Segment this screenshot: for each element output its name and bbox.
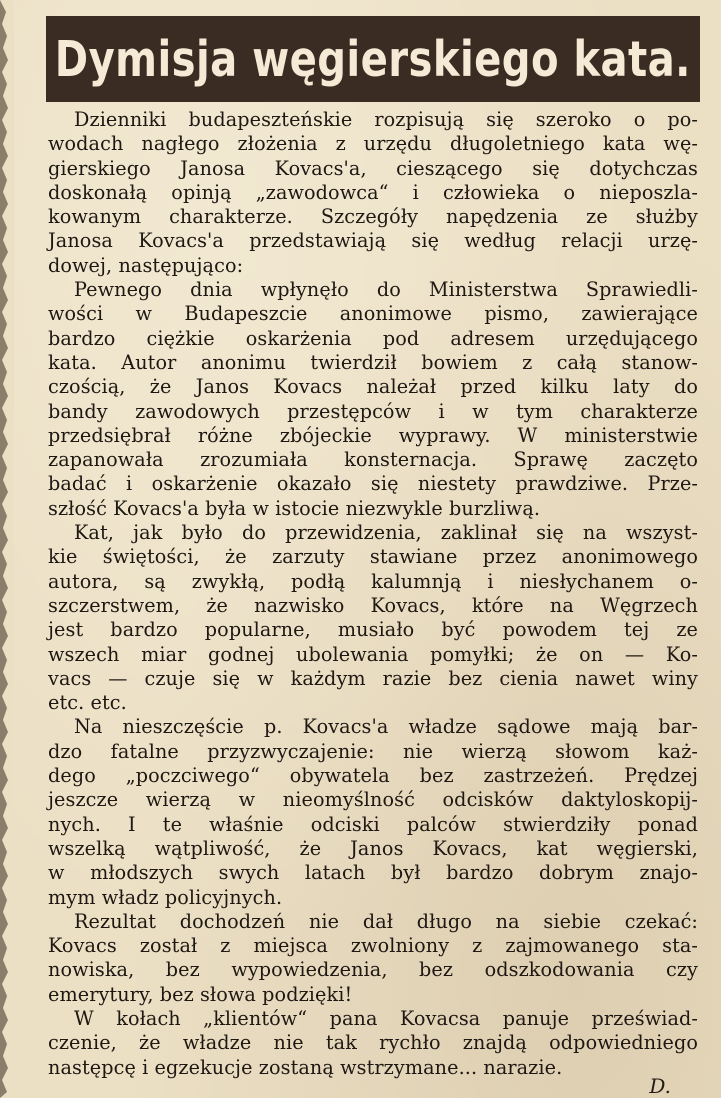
article-line: vacs — czuje się w każdym razie bez cienia nawet winy bbox=[48, 666, 698, 690]
article-line: czenie, że władze nie tak rychło znajdą odpowiedniego bbox=[48, 1031, 698, 1055]
article-line: dzo fatalne przyzwyczajenie: nie wierzą słowom każ- bbox=[48, 739, 698, 763]
article-line: następcę i egzekucje zostaną wstrzymane... narazie. bbox=[48, 1055, 563, 1079]
article-line: czością, że Janos Kovacs należał przed kilku laty do bbox=[48, 375, 698, 399]
article-line: dowej, następująco: bbox=[48, 253, 244, 277]
article-line: mym władz policyjnych. bbox=[48, 885, 283, 909]
article-line: Dzienniki budapeszteńskie rozpisują się szeroko o po- bbox=[74, 108, 698, 131]
article-line: dego „poczciwego“ obywatela bez zastrzeżeń. Prędzej bbox=[48, 764, 698, 788]
article-line: Rezultat dochodzeń nie dał długo na siebie czekać: bbox=[74, 909, 698, 933]
article-body bbox=[48, 108, 698, 1080]
article-line: W kołach „klientów“ pana Kovacsa panuje przeświad- bbox=[74, 1006, 698, 1030]
article-line: bandy zawodowych przestępców i w tym charakterze bbox=[48, 399, 698, 423]
article-line: szłość Kovacs'a była w istocie niezwykle burzliwą. bbox=[48, 496, 541, 520]
article-line: doskonałą opinją „zawodowca“ i człowieka o nieposzla- bbox=[48, 180, 698, 204]
article-line: Janosa Kovacs'a przedstawiają się według relacji urzę- bbox=[48, 229, 698, 253]
torn-edge-icon bbox=[0, 0, 14, 1098]
author-signature: D. bbox=[649, 1074, 671, 1098]
article-line: Kat, jak było do przewidzenia, zaklinał się na wszyst- bbox=[74, 521, 698, 545]
headline-banner bbox=[46, 16, 700, 102]
article-line: autora, są zwykłą, podłą kalumnją i niesłychanem o- bbox=[48, 569, 698, 593]
article-line: wszelką wątpliwość, że Janos Kovacs, kat węgierski, bbox=[48, 836, 698, 860]
article-line: Na nieszczęście p. Kovacs'a władze sądowe mają bar- bbox=[74, 715, 698, 739]
article-line: jeszcze wierzą w nieomyślność odcisków daktyloskopij- bbox=[48, 788, 698, 812]
article-line: kowanym charakterze. Szczegóły napędzenia ze służby bbox=[48, 205, 698, 229]
article-line: kie świętości, że zarzuty stawiane przez anonimowego bbox=[48, 545, 698, 569]
article-line: kata. Autor anonimu twierdził bowiem z całą stanow- bbox=[48, 350, 698, 374]
article-line: nych. I te właśnie odciski palców stwierdziły ponad bbox=[48, 812, 698, 836]
article-line: emerytury, bez słowa podzięki! bbox=[48, 982, 353, 1006]
article-line: szczerstwem, że nazwisko Kovacs, które na Węgrzech bbox=[48, 593, 698, 617]
article-line: przedsiębrał różne zbójeckie wyprawy. W ministerstwie bbox=[48, 423, 698, 447]
article-line: jest bardzo popularne, musiało być powodem tej ze bbox=[48, 618, 698, 642]
article-line: bardzo ciężkie oskarżenia pod adresem urzędującego bbox=[48, 326, 698, 350]
article-line: w młodszych swych latach był bardzo dobrym znajo- bbox=[48, 861, 698, 885]
article-line: Kovacs został z miejsca zwolniony z zajmowanego sta- bbox=[48, 934, 698, 958]
headline: Dymisja węgierskiego kata. bbox=[54, 30, 692, 88]
article-line: etc. etc. bbox=[48, 691, 127, 715]
article-line: gierskiego Janosa Kovacs'a, cieszącego się dotychczas bbox=[48, 156, 698, 180]
article-line: zapanowała zrozumiała konsternacja. Sprawę zaczęto bbox=[48, 448, 698, 472]
article-line: wodach nagłego złożenia z urzędu długoletniego kata wę- bbox=[48, 132, 698, 156]
article-line: badać i oskarżenie okazało się niestety prawdziwe. Prze- bbox=[48, 472, 698, 496]
article-line: nowiska, bez wypowiedzenia, bez odszkodowania czy bbox=[48, 958, 698, 982]
article-line: Pewnego dnia wpłynęło do Ministerstwa Sprawiedli- bbox=[74, 278, 698, 302]
article-line: wszech miar godnej ubolewania pomyłki; że on — Ko- bbox=[48, 642, 698, 666]
article-line: wości w Budapeszcie anonimowe pismo, zawierające bbox=[48, 302, 698, 326]
